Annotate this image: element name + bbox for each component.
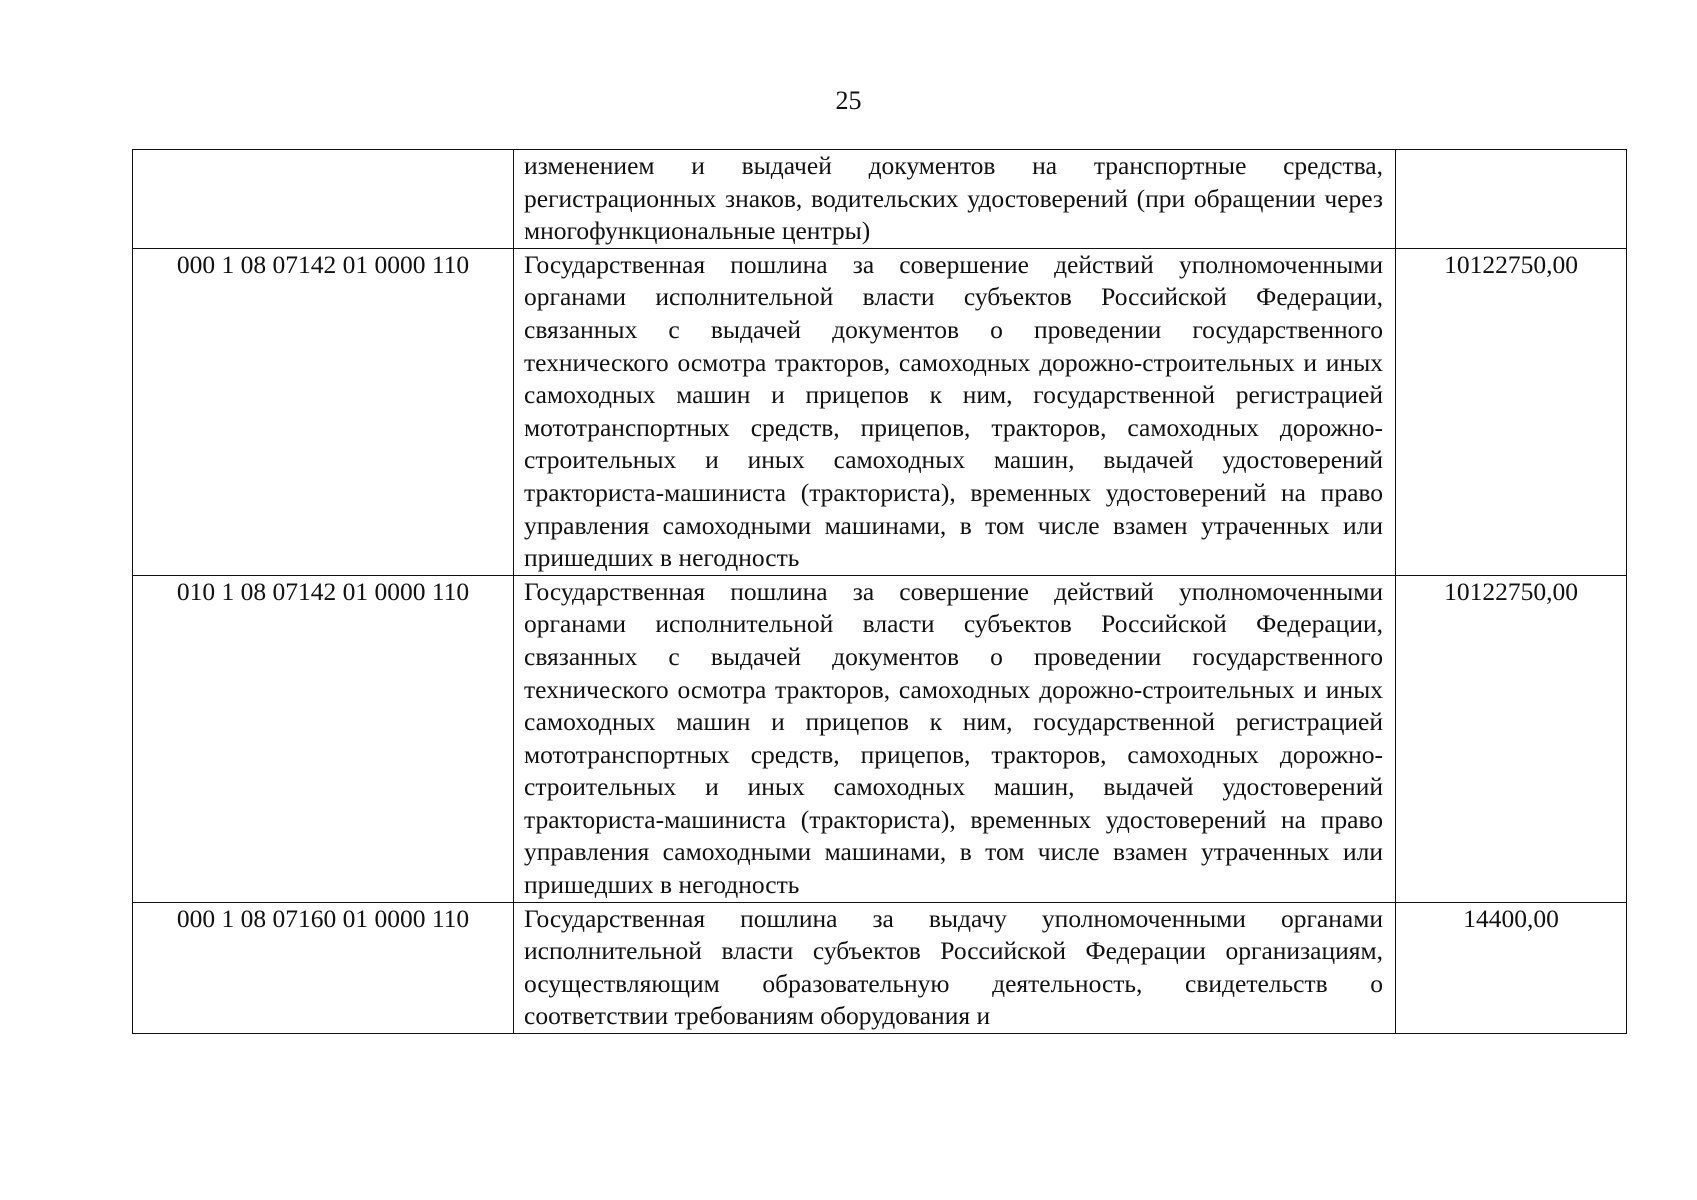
table-row bbox=[133, 248, 1627, 575]
revenue-description-cell: изменением и выдачей документов на транспортные средства, регистрационных знаков, водительских удостоверений (при обращении через многофункциональные центры) bbox=[514, 150, 1396, 249]
revenue-code-cell: 000 1 08 07142 01 0000 110 bbox=[133, 248, 514, 575]
table-row bbox=[133, 575, 1627, 902]
revenue-code-cell bbox=[133, 150, 514, 249]
revenue-amount-cell bbox=[1396, 150, 1627, 249]
revenue-description-cell: Государственная пошлина за выдачу уполномоченными органами исполнительной власти субъектов Российской Федерации организациям, осуществляющим образовательную деятельность, свидетельств о соответствии требованиям оборудования и bbox=[514, 902, 1396, 1033]
revenue-amount-cell: 10122750,00 bbox=[1396, 575, 1627, 902]
revenue-description-cell: Государственная пошлина за совершение действий уполномоченными органами исполнительной власти субъектов Российской Федерации, связанных с выдачей документов о проведении государственного технического осмотра тракторов, самоходных дорожно-строительных и иных самоходных машин и прицепов к ним, государственной регистрацией мототранспортных средств, прицепов, тракторов, самоходных дорожно-строительных и иных самоходных машин, выдачей удостоверений тракториста-машиниста (тракториста), временных удостоверений на право управления самоходными машинами, в том числе взамен утраченных или пришедших в негодность bbox=[514, 575, 1396, 902]
page-number: 25 bbox=[835, 86, 862, 115]
revenue-code-cell: 010 1 08 07142 01 0000 110 bbox=[133, 575, 514, 902]
revenue-amount-cell: 14400,00 bbox=[1396, 902, 1627, 1033]
table-row bbox=[133, 902, 1627, 1033]
revenue-description-cell: Государственная пошлина за совершение действий уполномоченными органами исполнительной власти субъектов Российской Федерации, связанных с выдачей документов о проведении государственного технического осмотра тракторов, самоходных дорожно-строительных и иных самоходных машин и прицепов к ним, государственной регистрацией мототранспортных средств, прицепов, тракторов, самоходных дорожно-строительных и иных самоходных машин, выдачей удостоверений тракториста-машиниста (тракториста), временных удостоверений на право управления самоходными машинами, в том числе взамен утраченных или пришедших в негодность bbox=[514, 248, 1396, 575]
revenue-amount-cell: 10122750,00 bbox=[1396, 248, 1627, 575]
revenue-code-cell: 000 1 08 07160 01 0000 110 bbox=[133, 902, 514, 1033]
budget-revenue-table bbox=[132, 149, 1627, 1034]
table-row bbox=[133, 150, 1627, 249]
